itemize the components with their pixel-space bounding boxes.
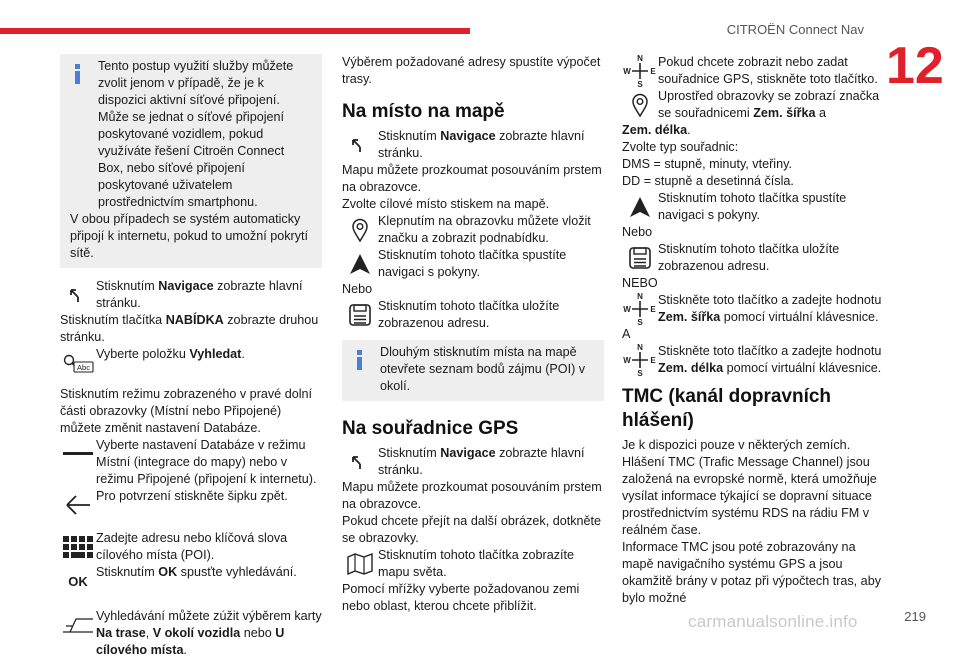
info-icon [355,350,365,370]
step-start-nav [342,247,604,281]
or-text: Nebo [622,225,653,239]
guidance-arrow-icon [342,247,378,281]
step-text: Stisknutím tohoto tlačítka spustíte navigaci s pokyny. [378,248,567,279]
step-save [342,298,604,332]
step-bold: V okolí vozidla [152,626,241,640]
step-text: Pro potvrzení stiskněte šipku zpět. [96,489,288,503]
step-bold: NABÍDKA [165,313,224,327]
section-heading: TMC (kanál dopravních hlášení) [622,386,832,431]
keypad-grid-icon [60,530,96,564]
step-text: Pomocí mřížky vyberte požadovanou zemi nebo oblast, kterou chcete přiblížit. [342,582,580,613]
step-enter-address [60,530,322,564]
step-navigation [342,128,604,162]
compass-e: E [650,67,656,76]
step-navigation [342,445,604,479]
or-text: Nebo [342,282,373,296]
compass-e: E [650,356,656,365]
intro-text: Výběrem požadované adresy spustíte výpočet trasy. [342,55,601,86]
step-text: Zvolte cílové místo stiskem na mapě. [342,197,550,211]
step-text: Mapu můžete prozkoumat posouváním prstem na obrazovce. [342,163,602,194]
keyboard-search-icon [60,346,96,380]
step-text: Stisknutím tohoto tlačítka uložíte zobrazenou adresu. [658,242,840,273]
section-heading: Na souřadnice GPS [342,418,519,439]
page-number: 219 [904,609,926,624]
step-text: spusťte vyhledávání. [177,565,297,579]
compass-icon [622,292,658,326]
step-latitude [622,292,887,326]
toggle-bar-icon [60,437,96,471]
step-text: Stisknutím tohoto tlačítka uložíte zobrazenou adresu. [378,299,560,330]
column-3 [622,54,887,607]
step-text: zobrazte hlavní stránku. [96,279,303,310]
header-red-bar [0,28,470,34]
step-text: nebo [240,626,276,640]
step-text: Zvolte typ souřadnic: [622,140,739,154]
column-2 [342,54,604,615]
navigation-arrow-icon [342,445,378,479]
map-pin-icon [622,88,658,122]
navigation-arrow-icon [342,128,378,162]
save-icon [622,241,658,275]
step-longitude [622,343,887,377]
step-bold: Na trase [96,626,146,640]
step-text: Pokud chcete přejít na další obrázek, dotkněte se obrazovky. [342,514,602,545]
step-filter [60,608,322,659]
tmc-text: Hlášení TMC (Trafic Message Channel) jsou založená na evropské normě, která umožňuje vysílat informace týkající se dopravní situace prostřednictvím systému RDS na rádiu FM v reálném čase. [622,455,877,537]
navigation-arrow-icon [60,278,96,312]
step-text: . [183,643,187,657]
step-text: Stisknutím [96,279,159,293]
step-search [60,346,322,380]
section-heading: Na místo na mapě [342,101,505,122]
step-text: Mapu můžete prozkoumat posouváním prstem na obrazovce. [342,480,602,511]
step-text: Stisknutím [96,565,159,579]
watermark: carmanualsonline.info [688,612,858,631]
step-database-mode [60,437,322,488]
step-ok [60,564,322,598]
step-text: . [241,347,245,361]
or-text: NEBO [622,276,658,290]
step-bold: Navigace [440,446,496,460]
step-gps-coordinates [622,54,887,88]
step-text: pomocí virtuální klávesnice. [720,310,879,324]
step-world-map [342,547,604,581]
step-bold: Vyhledat [189,347,242,361]
compass-w: W [623,67,631,76]
step-text: Vyberte položku [96,347,190,361]
tmc-text: Informace TMC jsou poté zobrazovány na mapě navigačního systému GPS a jsou okamžitě brány v potaz při výpočtech tras, aby bylo možné [622,540,881,605]
step-text: Stiskněte toto tlačítko a zadejte hodnotu [658,344,882,358]
step-bold: Zem. délka [622,123,688,137]
note-text: Tento postup využití služby můžete zvolit jenom v případě, že je k dispozici aktivní síťové připojení. Může se jednat o síťové připojení poskytované vozidlem, pokud využíváte řešení Citroën Connect Box, nebo síťové připojení poskytované uživatelem prostřednictvím smartphonu. [98,59,294,209]
step-save [622,241,887,275]
and-text: A [622,327,631,341]
guidance-arrow-icon [622,190,658,224]
step-text: Stisknutím tohoto tlačítka zobrazíte mapu světa. [378,548,574,579]
step-text: DMS = stupně, minuty, vteřiny. [622,157,792,171]
step-text: DD = stupně a desetinná čísla. [622,174,794,188]
step-text: , [145,626,153,640]
step-text: Uprostřed obrazovky se zobrazí značka se souřadnicemi [658,89,880,120]
step-text [658,88,887,122]
info-icon [73,64,83,84]
step-marker [342,213,604,247]
compass-w: W [623,356,631,365]
coord-names [622,122,887,139]
note-text: Dlouhým stisknutím místa na mapě otevřete seznam bodů zájmu (POI) v okolí. [380,345,586,393]
step-bold: Zem. šířka [753,106,816,120]
step-text: Zadejte adresu nebo klíčová slova cílového místa (POI). [96,531,288,562]
step-bold: U cílového místa [96,626,285,657]
step-bold: OK [158,565,178,579]
step-marker [622,88,887,122]
step-text: Vyhledávání můžete zúžit výběrem karty [96,609,322,623]
step-text: Stisknutím tlačítka [60,313,166,327]
ok-button-icon: OK [68,573,88,589]
info-note [60,54,322,268]
step-bold: Navigace [440,129,496,143]
tmc-text: Je k dispozici pouze v některých zemích. [622,438,851,452]
compass-n: N [637,292,643,301]
step-bold: Zem. šířka [658,310,721,324]
compass-icon [622,54,658,88]
step-bold: Navigace [158,279,214,293]
info-note [342,340,604,401]
step-text: Vyberte nastavení Databáze v režimu Místní (integrace do mapy) nebo v režimu Připojené (připojení k internetu). [96,438,317,486]
step-text: Stisknutím tohoto tlačítka spustíte navigaci s pokyny. [658,191,847,222]
map-pin-icon [342,213,378,247]
column-1 [60,54,322,659]
save-icon [342,298,378,332]
compass-n: N [637,54,643,63]
step-text: zobrazte hlavní stránku. [378,446,585,477]
step-text: Stisknutím [378,129,441,143]
road-tab-icon [60,608,96,642]
back-arrow-icon [60,488,96,522]
compass-n: N [637,343,643,352]
step-menu [60,312,322,346]
step-text: a [815,106,827,120]
step-text: pomocí virtuální klávesnice. [723,361,882,375]
step-text: . [687,123,691,137]
step-text: zobrazte hlavní stránku. [378,129,585,160]
compass-s: S [637,369,643,377]
keyboard-label: Abc [77,363,90,372]
compass-icon [622,343,658,377]
step-text: Stisknutím [378,446,441,460]
compass-e: E [650,305,656,314]
world-map-icon [342,547,378,581]
compass-w: W [623,305,631,314]
step-text: Klepnutím na obrazovku můžete vložit značku a zobrazit podnabídku. [378,214,591,245]
header-title: CITROËN Connect Nav [726,22,864,37]
step-start-nav [622,190,887,224]
step-bold: Zem. délka [658,361,724,375]
compass-s: S [637,80,643,88]
step-text: zobrazte druhou stránku. [60,313,319,344]
step-navigation [60,278,322,312]
note-text-2: V obou případech se systém automaticky připojí k internetu, pokud to umožní pokrytí sítě. [70,212,309,260]
step-database-text: Stisknutím režimu zobrazeného v pravé dolní části obrazovky (Místní nebo Připojené) můžete změnit nastavení Databáze. [60,387,312,435]
compass-s: S [637,318,643,326]
step-text: Pokud chcete zobrazit nebo zadat souřadnice GPS, stiskněte toto tlačítko. [658,55,878,86]
chapter-number: 12 [886,37,944,95]
step-back [60,488,322,522]
step-text: Stiskněte toto tlačítko a zadejte hodnotu [658,293,882,307]
